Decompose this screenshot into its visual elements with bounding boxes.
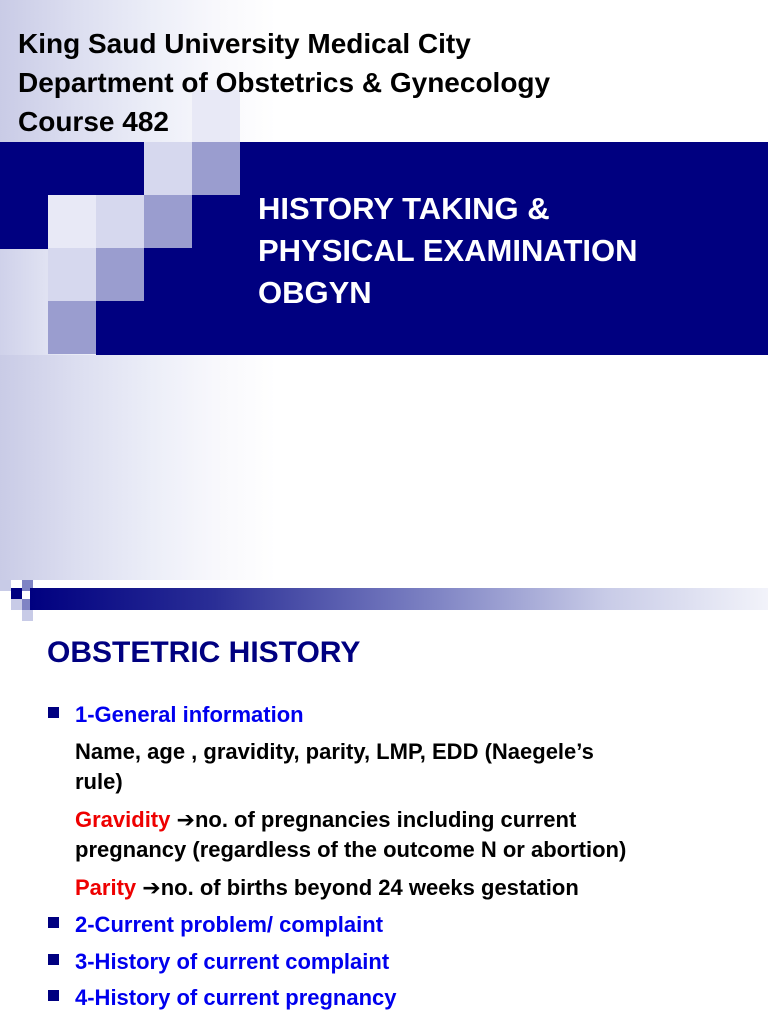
deco-square xyxy=(48,248,96,301)
arrow-icon: ➔ xyxy=(142,876,161,901)
deco-square xyxy=(96,195,144,248)
deco-pixel xyxy=(22,610,33,621)
deco-square xyxy=(144,195,192,248)
arrow-icon: ➔ xyxy=(176,808,195,833)
parity-term: Parity xyxy=(75,875,137,900)
bullet-item-history-current-complaint: 3-History of current complaint xyxy=(75,949,390,974)
deco-square xyxy=(48,195,96,248)
gravidity-term: Gravidity xyxy=(75,807,171,832)
bullet-item-history-current-pregnancy: 4-History of current pregnancy xyxy=(75,985,397,1010)
deco-pixel xyxy=(11,588,22,599)
deco-pixel xyxy=(11,599,22,610)
title-line-2: PHYSICAL EXAMINATION xyxy=(258,233,638,268)
detail-line-2: rule) xyxy=(75,769,123,794)
deco-pixel xyxy=(0,580,11,591)
gravidity-definition xyxy=(75,805,576,836)
title-line-3: OBGYN xyxy=(258,275,372,310)
deco-square xyxy=(144,142,192,195)
course-name: Course 482 xyxy=(18,106,169,137)
content-slide xyxy=(0,580,768,1024)
gravidity-definition-line-2: pregnancy (regardless of the outcome N or abortion) xyxy=(75,837,627,862)
title-line-1: HISTORY TAKING & xyxy=(258,191,550,226)
parity-definition xyxy=(75,873,579,904)
institution-header xyxy=(18,24,718,141)
bullet-marker xyxy=(48,990,59,1001)
section-title: OBSTETRIC HISTORY xyxy=(47,636,361,669)
decorative-gradient-bar xyxy=(30,588,768,610)
bullet-marker xyxy=(48,917,59,928)
deco-square xyxy=(96,248,144,301)
bullet-item-general-information: 1-General information xyxy=(75,702,304,727)
parity-definition-text: no. of births beyond 24 weeks gestation xyxy=(160,875,579,900)
slide-title xyxy=(258,188,758,314)
gravidity-definition-text: no. of pregnancies including current xyxy=(194,807,577,832)
bullet-marker xyxy=(48,707,59,718)
deco-square xyxy=(48,301,96,354)
department-name: Department of Obstetrics & Gynecology xyxy=(18,67,551,98)
bullet-item-current-problem: 2-Current problem/ complaint xyxy=(75,912,384,937)
bullet-marker xyxy=(48,954,59,965)
university-name: King Saud University Medical City xyxy=(18,28,471,59)
deco-square xyxy=(192,142,240,195)
detail-line-1: Name, age , gravidity, parity, LMP, EDD (Naegele’s xyxy=(75,739,594,764)
